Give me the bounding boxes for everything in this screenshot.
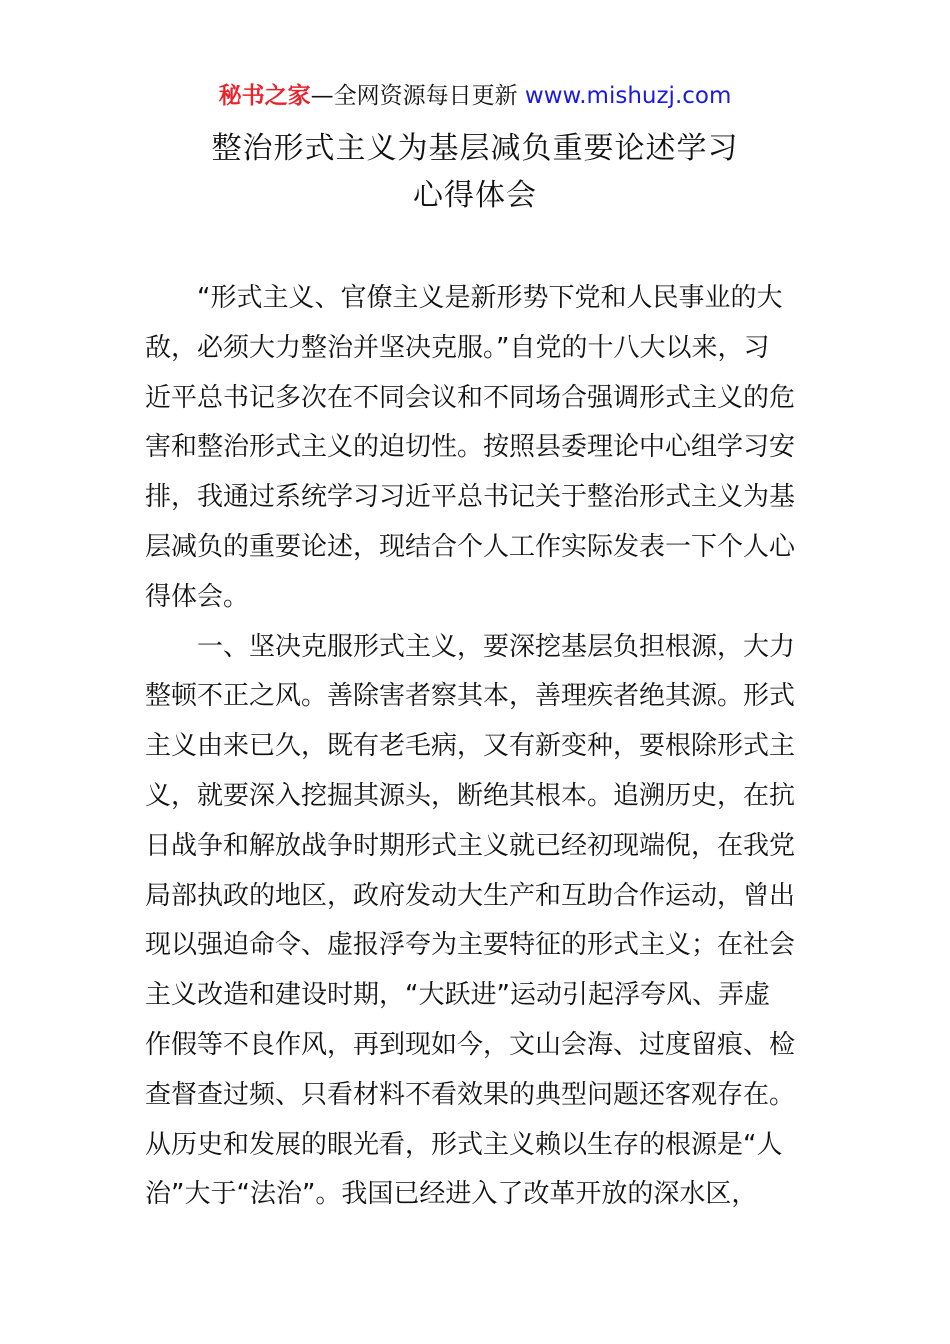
site-url-link[interactable]: www.mishuzj.com [524,83,732,109]
paragraph-1-line: 层减负的重要论述，现结合个人工作实际发表一下个人心 [145,531,796,562]
site-tagline: —全网资源每日更新 [310,83,525,109]
paragraph-2-line: 治”大于“法治”。我国已经进入了改革开放的深水区， [145,1179,758,1210]
paragraph-1-line: 排，我通过系统学习习近平总书记关于整治形式主义为基 [145,482,796,513]
paragraph-2-line: 现以强迫命令、虚报浮夸为主要特征的形式主义；在社会 [145,930,796,961]
document-title-line-2: 心得体会 [413,178,537,213]
paragraph-2-line: 作假等不良作风，再到现如今，文山会海、过度留痕、检 [145,1029,796,1060]
site-brand: 秘书之家 [218,83,311,109]
paragraph-1-line: 敌，必须大力整治并坚决克服。”自党的十八大以来，习 [145,332,770,363]
paragraph-2-line: 义，就要深入挖掘其源头，断绝其根本。追溯历史，在抗 [145,780,796,811]
paragraph-2-line: 日战争和解放战争时期形式主义就已经初现端倪，在我党 [145,830,796,861]
paragraph-2-line: 从历史和发展的眼光看，形式主义赖以生存的根源是“人 [145,1129,783,1160]
document-body [145,274,810,1220]
paragraph-1-line: 得体会。 [145,581,250,612]
paragraph-2-line: 局部执政的地区，政府发动大生产和互助合作运动，曾出 [145,880,796,911]
document-title-line-1: 整治形式主义为基层减负重要论述学习 [211,131,739,166]
paragraph-1-line: 近平总书记多次在不同会议和不同场合强调形式主义的危 [145,382,796,413]
paragraph-1-line: “形式主义、官僚主义是新形势下党和人民事业的大 [197,283,783,313]
paragraph-1-line: 害和整治形式主义的迫切性。按照县委理论中心组学习安 [145,432,796,463]
paragraph-2-line: 一、坚决克服形式主义，要深挖基层负担根源，大力 [197,631,796,662]
paragraph-2-line: 主义由来已久，既有老毛病，又有新变种，要根除形式主 [145,731,796,762]
paragraph-2-line: 查督查过频、只看材料不看效果的典型问题还客观存在。 [145,1079,796,1110]
paragraph-2-line: 整顿不正之风。善除害者察其本，善理疾者绝其源。形式 [145,681,796,712]
paragraph-2-line: 主义改造和建设时期，“大跃进”运动引起浮夸风、弄虚 [145,980,770,1011]
site-header [0,80,950,112]
